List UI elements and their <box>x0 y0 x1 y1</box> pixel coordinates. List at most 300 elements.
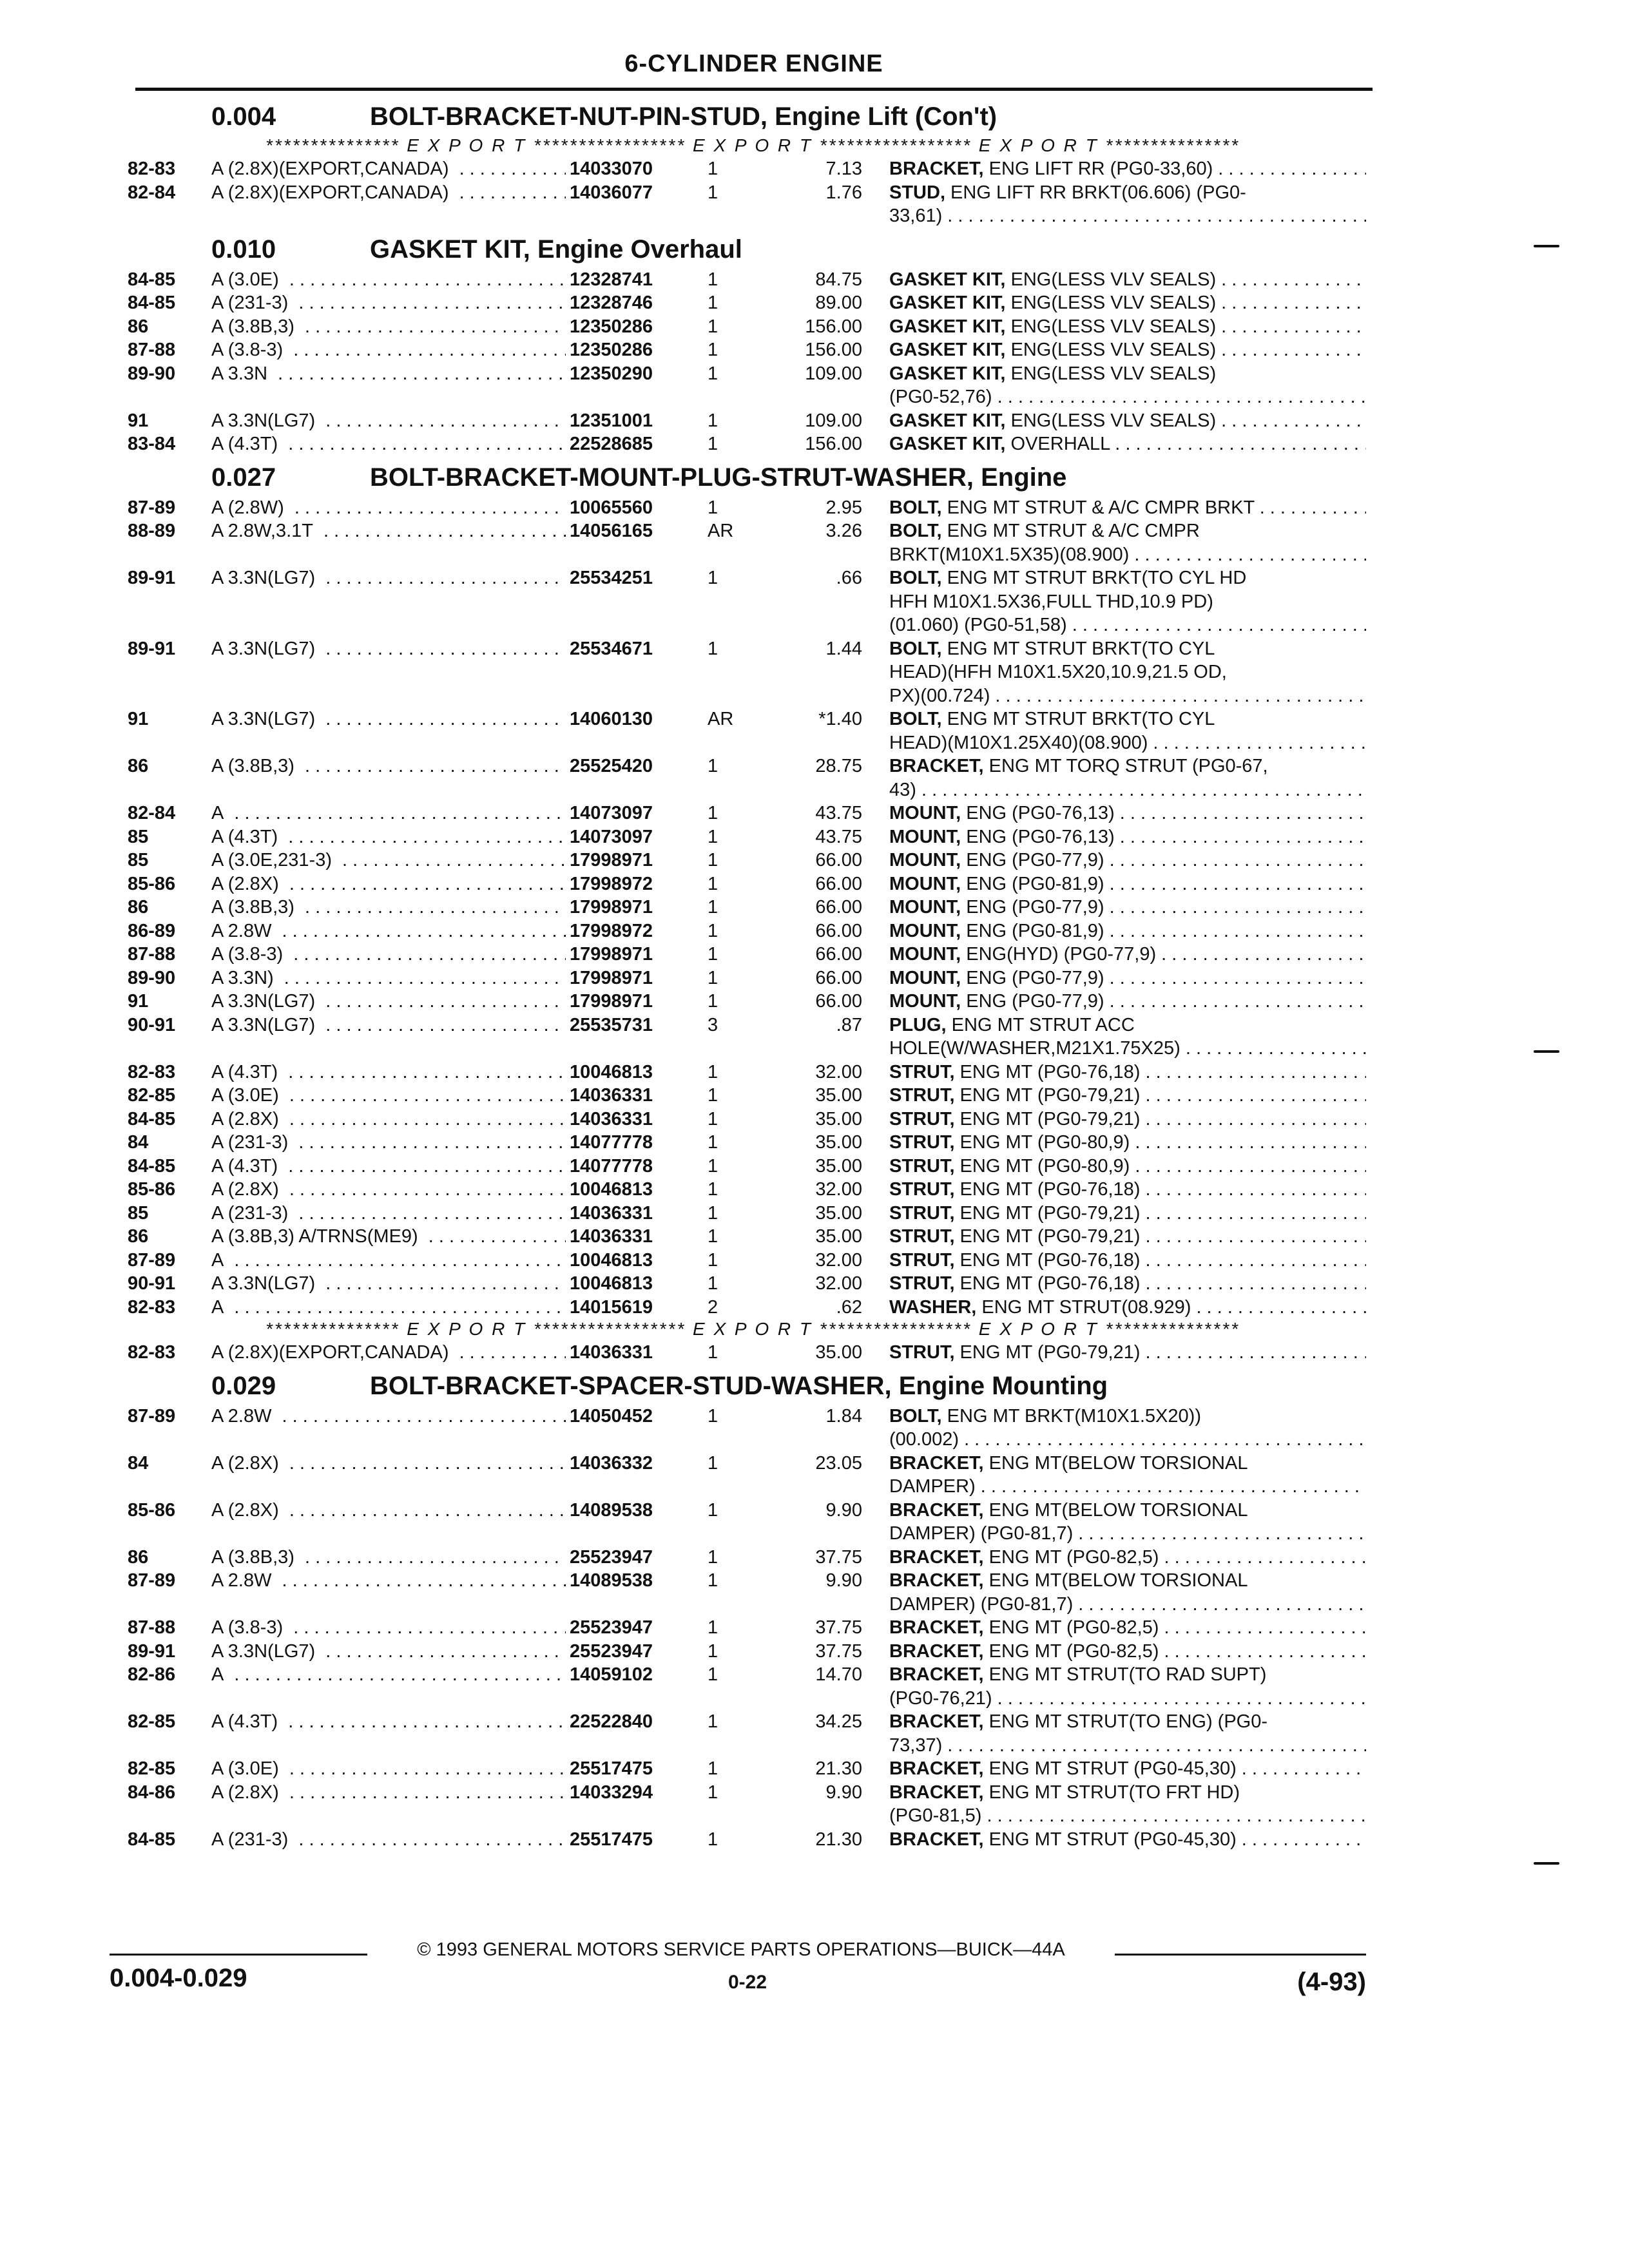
model-years: 86-89 <box>128 920 176 941</box>
part-description <box>889 519 1366 566</box>
quantity: 1 <box>708 1132 718 1153</box>
description-line <box>889 1014 1366 1037</box>
part-keyword: BOLT, <box>889 497 942 518</box>
description-text: ENG LIFT RR BRKT(06.606) (PG0- <box>945 182 1246 203</box>
model-code-text: A (4.3T) <box>211 1711 283 1732</box>
description-text: HEAD)(HFH M10X1.5X20,10.9,21.5 OD, <box>889 662 1227 682</box>
model-years: 91 <box>128 709 149 729</box>
price: 37.75 <box>815 1546 862 1568</box>
table-row <box>128 1828 1378 1852</box>
part-number: 14089538 <box>566 1499 699 1522</box>
model-code-text: A (2.8X) <box>211 874 284 894</box>
description-text: ENG MT(BELOW TORSIONAL <box>983 1452 1248 1474</box>
model-years: 85-86 <box>128 873 176 894</box>
table-row <box>128 637 1378 708</box>
part-description <box>889 566 1366 637</box>
description-line <box>889 1593 1366 1617</box>
model-years: 82-84 <box>128 803 176 823</box>
price: 66.00 <box>815 873 862 894</box>
quantity: 1 <box>708 1758 718 1779</box>
quantity: 1 <box>708 340 718 360</box>
table-row <box>128 1084 1378 1108</box>
table-row <box>128 1405 1378 1452</box>
part-description <box>889 966 1366 990</box>
quantity: 1 <box>708 1829 718 1850</box>
model-years: 90-91 <box>128 1273 176 1294</box>
part-keyword: BOLT, <box>889 568 942 588</box>
description-text: ENG(LESS VLV SEALS) <box>1005 340 1217 360</box>
quantity: 1 <box>708 1085 718 1106</box>
model-years: 86 <box>128 1546 149 1568</box>
description-text: DAMPER) <box>889 1476 976 1497</box>
price: 43.75 <box>815 803 862 823</box>
section-name: GASKET KIT, Engine Overhaul <box>370 235 742 264</box>
part-keyword: GASKET KIT, <box>889 363 1006 384</box>
parts-list <box>128 95 1378 1851</box>
model-years: 82-83 <box>128 159 176 179</box>
part-description <box>889 1710 1366 1757</box>
section-heading <box>128 228 1378 268</box>
price: 7.13 <box>825 159 862 179</box>
description-text: ENG (PG0-76,13) <box>961 826 1115 847</box>
description-line <box>889 1272 1366 1296</box>
description-line <box>889 315 1366 339</box>
description-line <box>889 1405 1366 1428</box>
part-keyword: BRACKET, <box>889 1829 984 1850</box>
part-number: 25517475 <box>566 1757 699 1780</box>
part-description <box>889 1249 1366 1273</box>
table-row <box>128 1202 1378 1225</box>
quantity: 1 <box>708 1108 718 1129</box>
part-number: 25523947 <box>566 1546 699 1569</box>
part-description <box>889 1757 1366 1781</box>
model-code-text: A 2.8W <box>211 1406 277 1427</box>
description-line <box>889 204 1366 228</box>
description-text: ENG MT(BELOW TORSIONAL <box>983 1570 1248 1591</box>
price: 37.75 <box>815 1640 862 1662</box>
price: 109.00 <box>805 410 862 431</box>
model-code-text: A 3.3N(LG7) <box>211 410 320 431</box>
part-number: 22528685 <box>566 432 699 456</box>
description-line <box>889 1061 1366 1084</box>
part-number: 17998971 <box>566 849 699 872</box>
price: 43.75 <box>815 826 862 847</box>
part-number: 14036077 <box>566 181 699 204</box>
description-line <box>889 496 1366 520</box>
part-description <box>889 1202 1366 1225</box>
description-text: 33,61) <box>889 206 943 226</box>
part-description <box>889 157 1366 181</box>
price: 35.00 <box>815 1108 862 1129</box>
description-text: ENG MT STRUT ACC <box>946 1014 1135 1035</box>
part-keyword: STRUT, <box>889 1061 955 1082</box>
part-number: 12328741 <box>566 268 699 291</box>
footer-rule <box>110 1954 367 1956</box>
model-code-text: A (3.0E) <box>211 1758 284 1779</box>
model-code-text: A 3.3N(LG7) <box>211 639 320 659</box>
description-line <box>889 707 1366 731</box>
model-code-text: A (2.8X) <box>211 1453 284 1474</box>
description-line <box>889 1428 1366 1452</box>
part-number: 14036331 <box>566 1084 699 1107</box>
description-line <box>889 157 1366 181</box>
part-number: 14033294 <box>566 1781 699 1804</box>
model-code-text: A (2.8X) <box>211 1179 284 1200</box>
table-row <box>128 1663 1378 1710</box>
table-row <box>128 1341 1378 1365</box>
description-text: ENG (PG0-77,9) <box>961 897 1104 918</box>
quantity: 1 <box>708 1179 718 1200</box>
description-text: (PG0-52,76) <box>889 387 992 407</box>
model-years: 85 <box>128 826 149 847</box>
part-number: 14060130 <box>566 707 699 731</box>
price: 21.30 <box>815 1829 862 1850</box>
description-text: (PG0-76,21) <box>889 1687 992 1709</box>
model-years: 85 <box>128 850 149 870</box>
part-number: 14073097 <box>566 802 699 825</box>
model-code-text: A (3.8-3) <box>211 340 288 360</box>
part-number: 12351001 <box>566 409 699 432</box>
description-line <box>889 1341 1366 1365</box>
description-line <box>889 566 1366 590</box>
part-description <box>889 1616 1366 1640</box>
table-row <box>128 1296 1378 1320</box>
quantity: 1 <box>708 1782 718 1803</box>
model-code-text: A <box>211 1664 229 1685</box>
part-description <box>889 338 1366 362</box>
description-line <box>889 825 1366 849</box>
model-code-text: A 3.3N(LG7) <box>211 991 320 1012</box>
model-years: 87-88 <box>128 340 176 360</box>
table-row <box>128 966 1378 990</box>
description-text: ENG(LESS VLV SEALS) <box>1005 293 1217 313</box>
table-row <box>128 1131 1378 1155</box>
part-number: 25534671 <box>566 637 699 660</box>
price: 3.26 <box>825 521 862 541</box>
part-number: 17998971 <box>566 966 699 990</box>
price: 66.00 <box>815 920 862 941</box>
model-years: 85-86 <box>128 1179 176 1200</box>
description-line <box>889 1084 1366 1108</box>
description-line <box>889 613 1366 637</box>
description-text: ENG(LESS VLV SEALS) <box>1005 363 1217 384</box>
quantity: 1 <box>708 497 718 518</box>
part-keyword: GASKET KIT, <box>889 434 1006 454</box>
table-row <box>128 707 1378 754</box>
part-description <box>889 1155 1366 1178</box>
part-number: 14050452 <box>566 1405 699 1428</box>
quantity: 1 <box>708 850 718 870</box>
part-number: 25525420 <box>566 754 699 778</box>
price: 34.25 <box>815 1711 862 1732</box>
part-keyword: MOUNT, <box>889 897 961 918</box>
description-text: 43) <box>889 779 916 800</box>
price: 66.00 <box>815 850 862 870</box>
part-description <box>889 849 1366 872</box>
part-keyword: BRACKET, <box>889 1640 984 1662</box>
description-text: ENG MT(BELOW TORSIONAL <box>983 1499 1248 1521</box>
model-code-text: A (4.3T) <box>211 1062 283 1082</box>
model-years: 88-89 <box>128 521 176 541</box>
part-number: 10046813 <box>566 1249 699 1272</box>
quantity: 1 <box>708 363 718 384</box>
quantity: 1 <box>708 1664 718 1685</box>
price: 35.00 <box>815 1226 862 1247</box>
price: 35.00 <box>815 1342 862 1363</box>
section-name: BOLT-BRACKET-MOUNT-PLUG-STRUT-WASHER, Engine <box>370 463 1067 492</box>
description-text: ENG (PG0-76,13) <box>961 803 1115 823</box>
price: 35.00 <box>815 1202 862 1224</box>
part-description <box>889 825 1366 849</box>
model-code-text: A 3.3N(LG7) <box>211 709 320 729</box>
export-divider: *************** E X P O R T ***************** E X P O R T ***************** E X P O R T *************** <box>265 1319 1240 1339</box>
model-years: 85-86 <box>128 1499 176 1521</box>
part-description <box>889 637 1366 708</box>
table-row <box>128 315 1378 339</box>
quantity: 1 <box>708 182 718 203</box>
price: 32.00 <box>815 1273 862 1294</box>
part-description <box>889 1178 1366 1202</box>
description-line <box>889 1178 1366 1202</box>
model-years: 91 <box>128 991 149 1012</box>
part-keyword: BRACKET, <box>889 1452 984 1474</box>
part-description <box>889 432 1366 456</box>
table-row <box>128 1249 1378 1273</box>
model-years: 84-85 <box>128 293 176 313</box>
description-text: HEAD)(M10X1.25X40)(08.900) <box>889 732 1148 753</box>
description-line <box>889 1663 1366 1687</box>
model-code-text: A <box>211 1250 229 1271</box>
price: 35.00 <box>815 1155 862 1177</box>
table-row <box>128 1061 1378 1084</box>
section-name: BOLT-BRACKET-NUT-PIN-STUD, Engine Lift (Con't) <box>370 102 998 131</box>
model-years: 87-89 <box>128 497 176 518</box>
part-number: 14015619 <box>566 1296 699 1319</box>
description-line <box>889 778 1366 802</box>
description-text: ENG MT STRUT BRKT(TO CYL HD <box>941 568 1247 588</box>
description-line <box>889 291 1366 315</box>
model-years: 82-84 <box>128 182 176 203</box>
quantity: 1 <box>708 967 718 988</box>
description-text: ENG(LESS VLV SEALS) <box>1005 269 1217 290</box>
part-number: 12328746 <box>566 291 699 314</box>
part-description <box>889 1108 1366 1131</box>
description-text: ENG MT (PG0-80,9) <box>954 1155 1130 1177</box>
part-number: 14036331 <box>566 1108 699 1131</box>
part-description <box>889 1341 1366 1365</box>
description-text: ENG LIFT RR (PG0-33,60) <box>983 159 1213 179</box>
table-row <box>128 1569 1378 1616</box>
part-keyword: BOLT, <box>889 638 942 659</box>
description-line <box>889 1687 1366 1711</box>
model-years: 89-90 <box>128 363 176 384</box>
table-row <box>128 849 1378 872</box>
description-text: ENG MT BRKT(M10X1.5X20)) <box>941 1405 1201 1427</box>
part-keyword: STRUT, <box>889 1155 955 1177</box>
description-line <box>889 1616 1366 1640</box>
model-code-text: A (2.8X)(EXPORT,CANADA) <box>211 1342 454 1363</box>
part-number: 25523947 <box>566 1640 699 1663</box>
description-text: ENG(LESS VLV SEALS) <box>1005 410 1217 431</box>
part-keyword: MOUNT, <box>889 920 961 941</box>
price: 23.05 <box>815 1452 862 1474</box>
part-keyword: PLUG, <box>889 1014 947 1035</box>
part-description <box>889 943 1366 966</box>
model-code-text: A (3.8B,3) <box>211 1547 300 1568</box>
description-line <box>889 385 1366 409</box>
model-years: 87-88 <box>128 1617 176 1638</box>
part-description <box>889 1131 1366 1155</box>
part-keyword: MOUNT, <box>889 826 961 847</box>
model-code-text: A (3.0E,231-3) <box>211 850 337 870</box>
table-row <box>128 338 1378 362</box>
description-line <box>889 519 1366 543</box>
description-text: ENG MT STRUT BRKT(TO CYL <box>941 709 1215 729</box>
description-text: ENG MT (PG0-79,21) <box>954 1085 1141 1106</box>
table-row <box>128 268 1378 292</box>
description-line <box>889 896 1366 919</box>
description-line <box>889 543 1366 567</box>
model-code-text: A (3.0E) <box>211 1085 284 1106</box>
price: .62 <box>836 1296 862 1318</box>
quantity: 1 <box>708 1061 718 1082</box>
quantity: 1 <box>708 1546 718 1568</box>
part-description <box>889 181 1366 228</box>
part-keyword: MOUNT, <box>889 803 961 823</box>
part-description <box>889 1640 1366 1664</box>
part-description <box>889 707 1366 754</box>
part-keyword: STUD, <box>889 182 945 203</box>
part-description <box>889 1272 1366 1296</box>
description-line <box>889 1804 1366 1828</box>
price: 84.75 <box>815 269 862 290</box>
table-row <box>128 566 1378 637</box>
price: 66.00 <box>815 944 862 965</box>
description-text: ENG (PG0-81,9) <box>961 873 1104 894</box>
margin-mark <box>1534 1862 1559 1865</box>
description-text: ENG (PG0-81,9) <box>961 920 1104 941</box>
description-text: ENG MT STRUT (PG0-45,30) <box>983 1829 1237 1850</box>
table-row <box>128 754 1378 802</box>
footer-copyright: © 1993 GENERAL MOTORS SERVICE PARTS OPERATIONS—BUICK—44A <box>417 1939 1065 1960</box>
model-code-text: A (3.8-3) <box>211 1617 288 1638</box>
description-line <box>889 432 1366 456</box>
part-description <box>889 291 1366 315</box>
quantity: 1 <box>708 316 718 337</box>
description-line <box>889 849 1366 872</box>
description-text: DAMPER) (PG0-81,7) <box>889 1593 1074 1615</box>
part-number: 10046813 <box>566 1178 699 1201</box>
description-text: ENG MT STRUT(TO FRT HD) <box>983 1782 1240 1803</box>
quantity: 1 <box>708 897 718 918</box>
table-row <box>128 181 1378 228</box>
model-code-text: A (2.8X)(EXPORT,CANADA) <box>211 159 454 179</box>
model-code-text: A <box>211 803 229 823</box>
description-text: ENG MT STRUT(TO RAD SUPT) <box>983 1664 1267 1685</box>
price: 109.00 <box>805 363 862 384</box>
table-row <box>128 896 1378 919</box>
price: .87 <box>836 1014 862 1035</box>
quantity: 1 <box>708 1617 718 1638</box>
quantity: 1 <box>708 1452 718 1474</box>
model-code-text: A (2.8X) <box>211 1500 284 1521</box>
model-code-text: A 3.3N(LG7) <box>211 1641 320 1662</box>
footer-page-number: 0-22 <box>728 1972 767 1993</box>
description-line <box>889 731 1366 755</box>
model-years: 82-86 <box>128 1664 176 1685</box>
quantity: 1 <box>708 1405 718 1427</box>
quantity: 1 <box>708 159 718 179</box>
quantity: 1 <box>708 638 718 659</box>
quantity: 1 <box>708 873 718 894</box>
description-line <box>889 1640 1366 1664</box>
description-text: ENG MT (PG0-76,18) <box>954 1061 1141 1082</box>
quantity: 1 <box>708 944 718 965</box>
quantity: 1 <box>708 803 718 823</box>
part-keyword: WASHER, <box>889 1296 977 1318</box>
model-code-text: A 2.8W <box>211 921 277 941</box>
section-heading <box>128 1365 1378 1405</box>
part-keyword: MOUNT, <box>889 850 961 870</box>
part-number: 10046813 <box>566 1272 699 1295</box>
part-number: 10065560 <box>566 496 699 519</box>
part-description <box>889 1061 1366 1084</box>
part-number: 14077778 <box>566 1131 699 1154</box>
model-code-text: A (2.8X) <box>211 1109 284 1129</box>
part-description <box>889 409 1366 433</box>
price: .66 <box>836 568 862 588</box>
model-code-text: A (3.8B,3) <box>211 897 300 918</box>
table-row <box>128 1178 1378 1202</box>
quantity: 1 <box>708 1711 718 1732</box>
model-years: 83-84 <box>128 434 176 454</box>
description-line <box>889 1037 1366 1061</box>
quantity: 1 <box>708 991 718 1012</box>
description-line <box>889 1569 1366 1593</box>
header-rule <box>135 88 1373 91</box>
description-text: (00.002) <box>889 1429 959 1450</box>
part-number: 17998971 <box>566 990 699 1013</box>
quantity: AR <box>708 521 734 541</box>
table-row <box>128 1710 1378 1757</box>
price: 66.00 <box>815 897 862 918</box>
part-number: 10046813 <box>566 1061 699 1084</box>
description-text: ENG (PG0-77,9) <box>961 850 1104 870</box>
part-description <box>889 1663 1366 1710</box>
model-code-text: A (2.8W) <box>211 497 289 518</box>
description-line <box>889 1225 1366 1249</box>
model-code-text: A <box>211 1297 229 1318</box>
quantity: 1 <box>708 1273 718 1294</box>
table-row <box>128 1452 1378 1499</box>
footer-rule <box>1115 1954 1366 1956</box>
price: 66.00 <box>815 991 862 1012</box>
part-keyword: MOUNT, <box>889 873 961 894</box>
table-row <box>128 432 1378 456</box>
description-line <box>889 943 1366 966</box>
model-years: 84 <box>128 1132 149 1153</box>
description-text: (PG0-81,5) <box>889 1805 982 1826</box>
model-years: 89-90 <box>128 967 176 988</box>
model-code-text: A 2.8W,3.1T <box>211 521 318 541</box>
description-line <box>889 181 1366 205</box>
part-description <box>889 1828 1366 1852</box>
quantity: 1 <box>708 1249 718 1271</box>
quantity: 1 <box>708 568 718 588</box>
table-row <box>128 1272 1378 1296</box>
part-number: 14077778 <box>566 1155 699 1178</box>
model-years: 82-83 <box>128 1296 176 1318</box>
